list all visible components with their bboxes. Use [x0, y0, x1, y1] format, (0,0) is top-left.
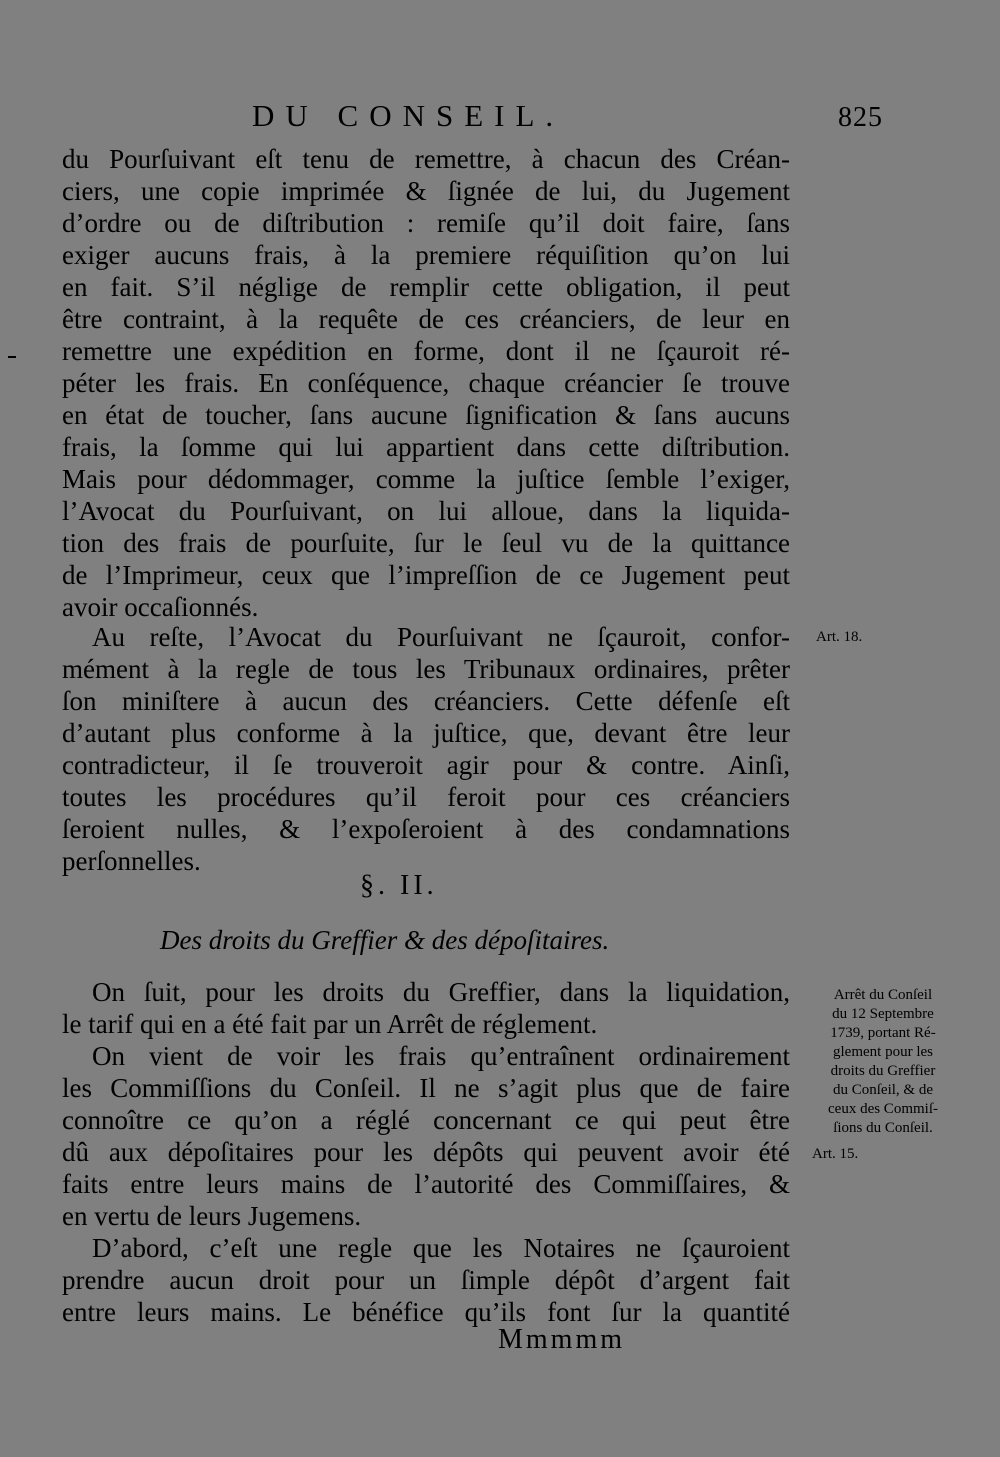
text-line: péter les frais. En conſéquence, chaque créancier ſe trouve [62, 368, 790, 398]
catchword: Mmmmm [498, 1324, 626, 1355]
text-line: l’Avocat du Pourſuivant, on lui alloue, dans la liquida- [62, 496, 790, 526]
text-line: d’autant plus conforme à la juſtice, que, devant être leur [62, 718, 790, 748]
margin-note-line: du Conſeil, & de [833, 1082, 933, 1098]
margin-note-art-18: Art. 18. [816, 629, 863, 645]
text-line: frais, la ſomme qui lui appartient dans cette diſtribution. [62, 432, 790, 462]
stray-mark [8, 356, 16, 358]
text-line: en vertu de leurs Jugemens. [62, 1201, 362, 1231]
text-line: entre leurs mains. Le bénéfice qu’ils font ſur la quantité [62, 1297, 790, 1327]
text-line: de l’Imprimeur, ceux que l’impreſſion de ce Jugement peut [62, 560, 790, 590]
margin-note-line: ceux des Commiſ- [828, 1101, 938, 1117]
text-line: Au reſte, l’Avocat du Pourſuivant ne ſçauroit, confor- [92, 622, 790, 652]
margin-note-line: glement pour les [833, 1044, 933, 1060]
text-line: connoître ce qu’on a réglé concernant ce qui peut être [62, 1105, 790, 1135]
text-line: perſonnelles. [62, 846, 201, 876]
text-line: mément à la regle de tous les Tribunaux ordinaires, prêter [62, 654, 790, 684]
margin-note-line: du 12 Septembre [832, 1006, 934, 1022]
text-line: ſon miniſtere à aucun des créanciers. Cette défenſe eſt [62, 686, 790, 716]
text-line: ſeroient nulles, & l’expoſeroient à des condamnations [62, 814, 790, 844]
text-line: en fait. S’il néglige de remplir cette obligation, il peut [62, 272, 790, 302]
margin-note-line: Arrêt du Conſeil [833, 987, 933, 1003]
margin-note-line: droits du Greffier [830, 1063, 936, 1079]
text-line: tion des frais de pourſuite, ſur le ſeul vu de la quittance [62, 528, 790, 558]
text-line: remettre une expédition en forme, dont il ne ſçauroit ré- [62, 336, 790, 366]
text-line: avoir occaſionnés. [62, 592, 259, 622]
margin-note-line: 1739, portant Ré- [830, 1025, 936, 1041]
section-number: §. II. [360, 870, 438, 901]
text-line: contradicteur, il ſe trouveroit agir pour & contre. Ainſi, [62, 750, 790, 780]
margin-note-line: ſions du Conſeil. [833, 1120, 933, 1136]
text-line: faits entre leurs mains de l’autorité des Commiſſaires, & [62, 1169, 790, 1199]
text-line: le tarif qui en a été fait par un Arrêt de réglement. [62, 1009, 598, 1039]
text-line: prendre aucun droit pour un ſimple dépôt d’argent fait [62, 1265, 790, 1295]
text-line: Mais pour dédommager, comme la juſtice ſemble l’exiger, [62, 464, 790, 494]
text-line: exiger aucuns frais, à la premiere réquiſition qu’on lui [62, 240, 790, 270]
margin-note-art-15: Art. 15. [812, 1146, 859, 1162]
text-line: ciers, une copie imprimée & ſignée de lui, du Jugement [62, 176, 790, 206]
text-line: les Commiſſions du Conſeil. Il ne s’agit plus que de faire [62, 1073, 790, 1103]
section-title: Des droits du Greffier & des dépoſitaires. [160, 925, 610, 955]
text-line: On vient de voir les frais qu’entraînent ordinairement [92, 1041, 790, 1071]
text-line: être contraint, à la requête de ces créanciers, de leur en [62, 304, 790, 334]
text-line: On ſuit, pour les droits du Greffier, dans la liquidation, [92, 977, 790, 1007]
text-line: dû aux dépoſitaires pour les dépôts qui peuvent avoir été [62, 1137, 790, 1167]
text-line: en état de toucher, ſans aucune ſignification & ſans aucuns [62, 400, 790, 430]
page-number: 825 [838, 102, 883, 133]
text-line: d’ordre ou de diſtribution : remiſe qu’il doit faire, ſans [62, 208, 790, 238]
running-head-title: DU CONSEIL. [252, 98, 565, 133]
text-line: D’abord, c’eſt une regle que les Notaires ne ſçauroient [92, 1233, 790, 1263]
text-line: du Pourſuivant eſt tenu de remettre, à chacun des Créan- [62, 144, 790, 174]
text-line: toutes les procédures qu’il feroit pour ces créanciers [62, 782, 790, 812]
